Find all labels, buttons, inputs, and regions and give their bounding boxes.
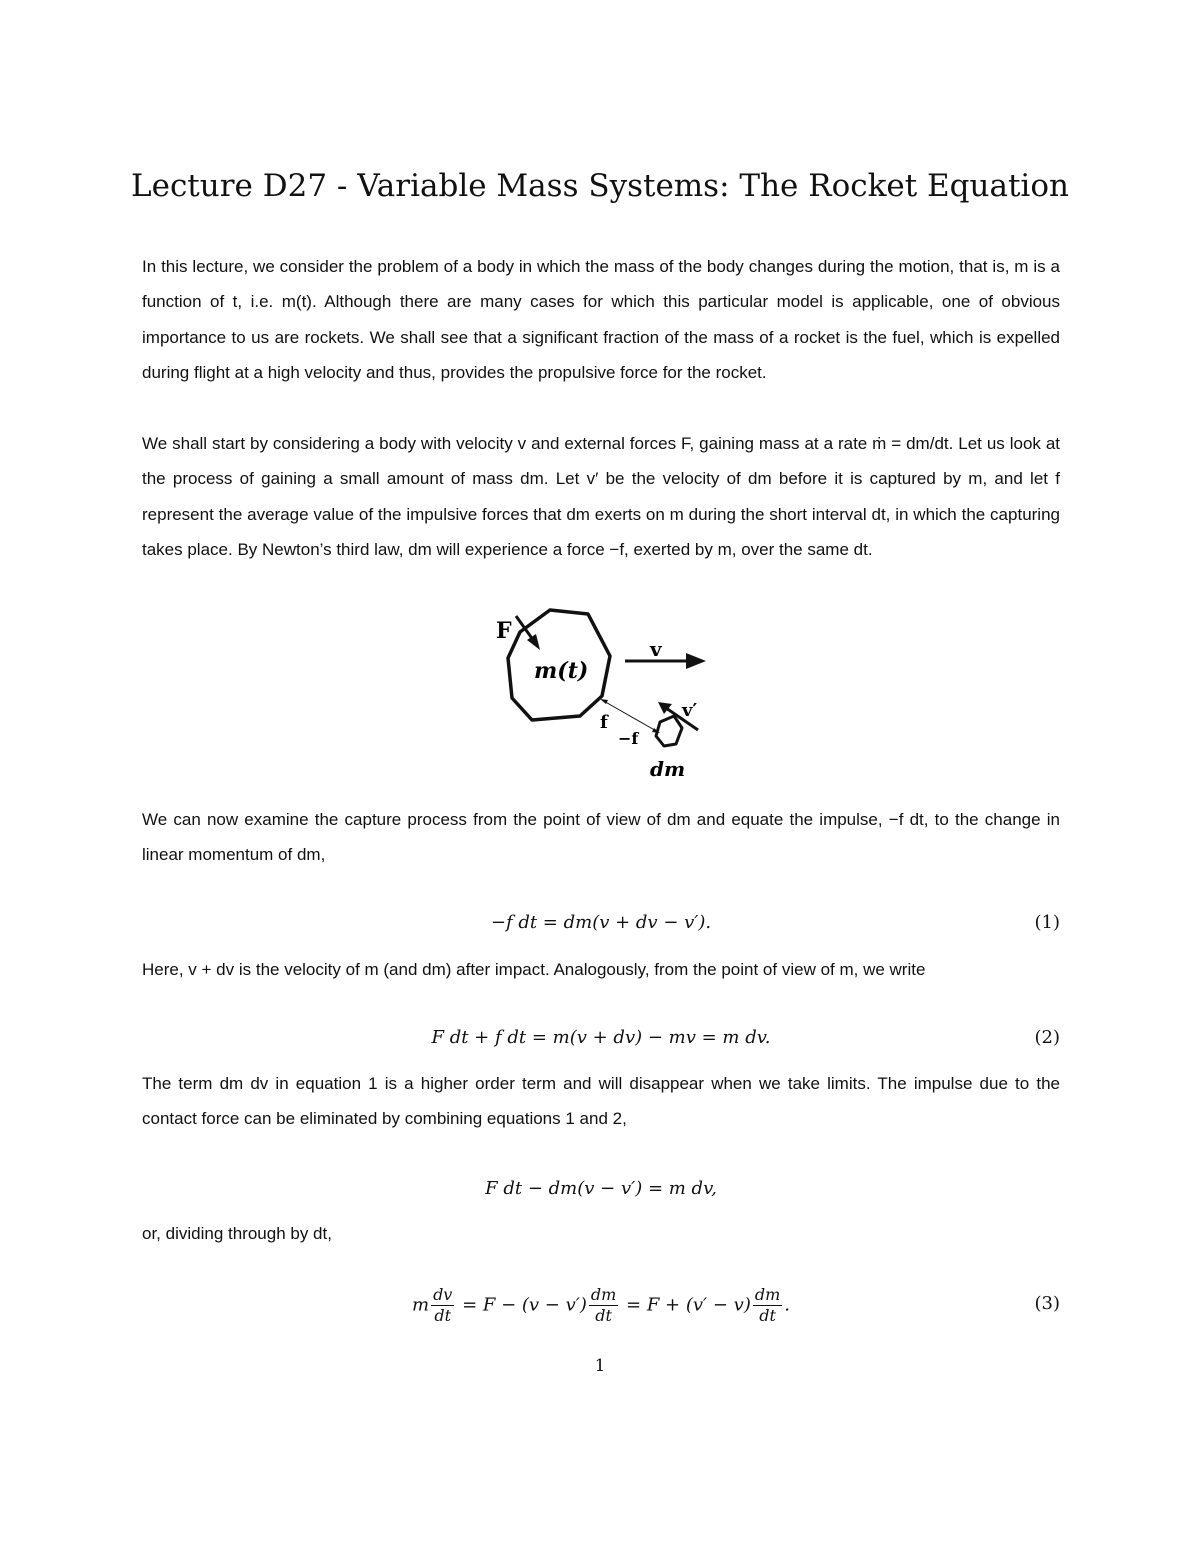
eq3-frac3-denominator: dt	[759, 1306, 776, 1325]
eq3-end: .	[784, 1294, 791, 1316]
equation-combined	[142, 1178, 1060, 1218]
label-force: F	[496, 618, 512, 644]
equation-2-number: (2)	[1034, 1027, 1060, 1048]
page-title: Lecture D27 - Variable Mass Systems: The Rocket Equation	[131, 168, 1069, 204]
paragraph-here: Here, v + dv is the velocity of m (and dm) after impact. Analogously, from the point of view of m, we write	[142, 960, 926, 979]
label-dm: dm	[650, 757, 686, 781]
eq3-fraction-dm-dt-2	[753, 1285, 782, 1326]
equation-1	[142, 912, 1060, 952]
small-mass-outline	[656, 716, 682, 746]
eq3-fraction-dv-dt	[431, 1285, 454, 1326]
eq3-frac1-numerator: dv	[433, 1285, 453, 1304]
capture-diagram-svg	[480, 604, 740, 784]
equation-3	[142, 1285, 1060, 1345]
label-neg-f: −f	[618, 729, 639, 748]
page-number: 1	[594, 1356, 606, 1376]
paragraph-setup: We shall start by considering a body with velocity v and external forces F, gaining mass at a rate ṁ = dm/dt. Let us look at the process of gaining a small amount of mass dm. Let v′ be the velocity of dm before it is captured by m, and let f represent the average value of the impulsive forces that dm exerts on m during the short interval dt, in which the capturing takes place. By Newton’s third law, dm will experience a force −f, exerted by m, over the same dt.	[142, 434, 1060, 559]
label-f: f	[600, 712, 608, 733]
label-velocity: v	[650, 637, 662, 661]
contact-force-line	[602, 700, 658, 732]
equation-2-body: F dt + f dt = m(v + dv) − mv = m dv.	[431, 1027, 771, 1048]
paragraph-intro: In this lecture, we consider the problem of a body in which the mass of the body changes during the motion, that is, m is a function of t, i.e. m(t). Although there are many cases for which this particular model is applicable, one of obvious importance to us are rockets. We shall see that a significant fraction of the mass of a rocket is the fuel, which is expelled during flight at a high velocity and thus, provides the propulsive force for the rocket.	[142, 257, 1060, 382]
label-mass-t: m(t)	[534, 658, 589, 684]
equation-3-number: (3)	[1034, 1293, 1060, 1314]
capture-diagram	[480, 604, 740, 784]
paragraph-higher-order: The term dm dv in equation 1 is a higher order term and will disappear when we take limits. The impulse due to the contact force can be eliminated by combining equations 1 and 2,	[142, 1074, 1060, 1129]
eq3-frac3-numerator: dm	[754, 1285, 781, 1304]
equation-1-body: −f dt = dm(v + dv − v′).	[490, 912, 712, 933]
eq3-lead: m	[411, 1294, 430, 1316]
eq3-fraction-dm-dt-1	[589, 1285, 618, 1326]
equation-combined-body: F dt − dm(v − v′) = m dv,	[485, 1178, 717, 1199]
equation-2	[142, 1027, 1060, 1067]
eq3-middle-2: = F + (v′ − v)	[620, 1294, 751, 1316]
eq3-frac1-denominator: dt	[434, 1306, 452, 1325]
label-velocity-prime: v′	[682, 700, 698, 721]
paragraph-capture: We can now examine the capture process from the point of view of dm and equate the impulse, −f dt, to the change in linear momentum of dm,	[142, 810, 1060, 865]
equation-3-body	[142, 1285, 1060, 1326]
equation-1-number: (1)	[1034, 912, 1060, 933]
eq3-frac2-numerator: dm	[590, 1285, 617, 1304]
eq3-frac2-denominator: dt	[595, 1306, 612, 1325]
velocity-arrow-head	[686, 653, 706, 669]
paragraph-dividing: or, dividing through by dt,	[142, 1224, 332, 1243]
eq3-middle-1: = F − (v − v′)	[456, 1294, 587, 1316]
